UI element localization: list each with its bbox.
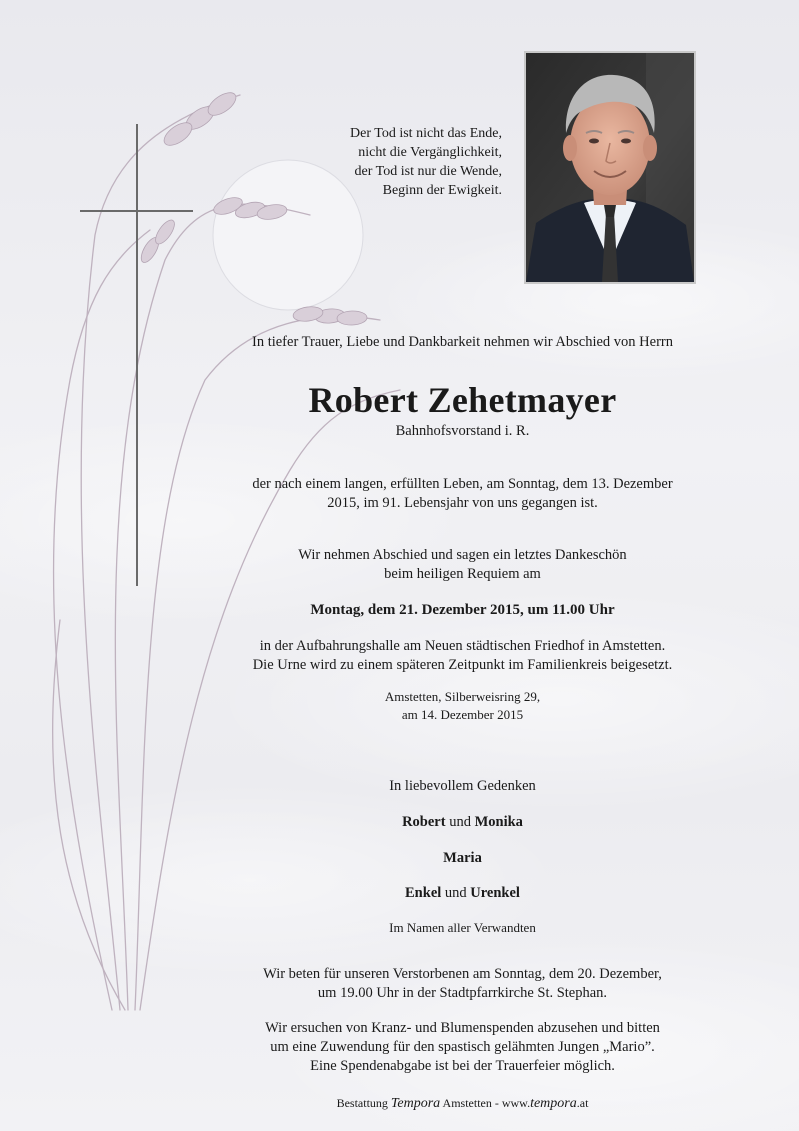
mourners-row-1: [220, 813, 705, 832]
requiem-line: beim heiligen Requiem am: [384, 566, 541, 582]
death-notice-line: 2015, im 91. Lebensjahr von uns gegangen ist.: [327, 495, 598, 511]
requiem-date: Montag, dem 21. Dezember 2015, um 11.00 Uhr: [310, 602, 615, 618]
footer-brand-logo: Tempora: [390, 1096, 441, 1111]
portrait-photo: [524, 51, 696, 284]
cross-horizontal: [80, 210, 193, 212]
moon-circle: [213, 160, 363, 310]
relatives-line: Im Namen aller Verwandten: [389, 920, 536, 935]
deceased-name: Robert Zehetmayer: [308, 380, 617, 420]
location-line: am 14. Dezember 2015: [401, 707, 524, 722]
footer-middle: Amstetten - www.: [442, 1096, 531, 1110]
donation-line: um eine Zuwendung für den spastisch gelähmten Jungen „Mario”.: [270, 1039, 655, 1055]
death-notice-line: der nach einem langen, erfüllten Leben, am Sonntag, dem 13. Dezember: [252, 476, 673, 492]
mourner-name: Urenkel: [470, 885, 520, 901]
requiem-line: Wir nehmen Abschied und sagen ein letztes Dankeschön: [298, 547, 627, 563]
mourner-name: Monika: [474, 814, 523, 830]
requiem-place-line: in der Aufbahrungshalle am Neuen städtischen Friedhof in Amstetten.: [259, 638, 666, 654]
prayer-line: um 19.00 Uhr in der Stadtpfarrkirche St. Stephan.: [317, 985, 608, 1001]
deceased-block: [220, 380, 705, 441]
prayer-notice: [220, 965, 705, 1003]
donation-line: Eine Spendenabgabe ist bei der Trauerfeier möglich.: [310, 1058, 615, 1074]
prayer-line: Wir beten für unseren Verstorbenen am Sonntag, dem 20. Dezember,: [263, 966, 662, 982]
mourners-row-2: Maria: [443, 850, 482, 866]
mourners-heading: In liebevollem Gedenken: [389, 778, 536, 794]
deceased-title: Bahnhofsvorstand i. R.: [395, 423, 530, 439]
poem-line: Beginn der Ewigkeit.: [382, 183, 502, 198]
death-notice: [220, 475, 705, 513]
portrait-image: [526, 53, 694, 282]
poem-line: nicht die Vergänglichkeit,: [358, 145, 502, 160]
requiem-place-line: Die Urne wird zu einem späteren Zeitpunkt im Familienkreis beigesetzt.: [252, 657, 673, 673]
location-date: [220, 688, 705, 724]
footer-web-brand: tempora: [530, 1096, 577, 1111]
poem-line: Der Tod ist nicht das Ende,: [350, 126, 502, 141]
footer-suffix: .at: [576, 1096, 589, 1110]
mourner-and: und: [449, 814, 471, 830]
footer-prefix: Bestattung: [336, 1096, 388, 1110]
poem: [350, 124, 502, 200]
intro-text: In tiefer Trauer, Liebe und Dankbarkeit nehmen wir Abschied von Herrn: [251, 334, 673, 350]
cross-vertical: [136, 124, 138, 586]
donation-line: Wir ersuchen von Kranz- und Blumenspenden abzusehen und bitten: [265, 1020, 660, 1036]
location-line: Amstetten, Silberweisring 29,: [384, 689, 541, 704]
funeral-home-footer: [220, 1096, 705, 1112]
donation-notice: [220, 1019, 705, 1076]
mourners-row-3: [220, 884, 705, 903]
requiem-place: [220, 637, 705, 675]
mourner-and: und: [444, 885, 467, 901]
mourner-name: Robert: [402, 814, 446, 830]
requiem-intro: [220, 546, 705, 584]
poem-line: der Tod ist nur die Wende,: [354, 164, 502, 179]
mourner-name: Enkel: [405, 885, 442, 901]
